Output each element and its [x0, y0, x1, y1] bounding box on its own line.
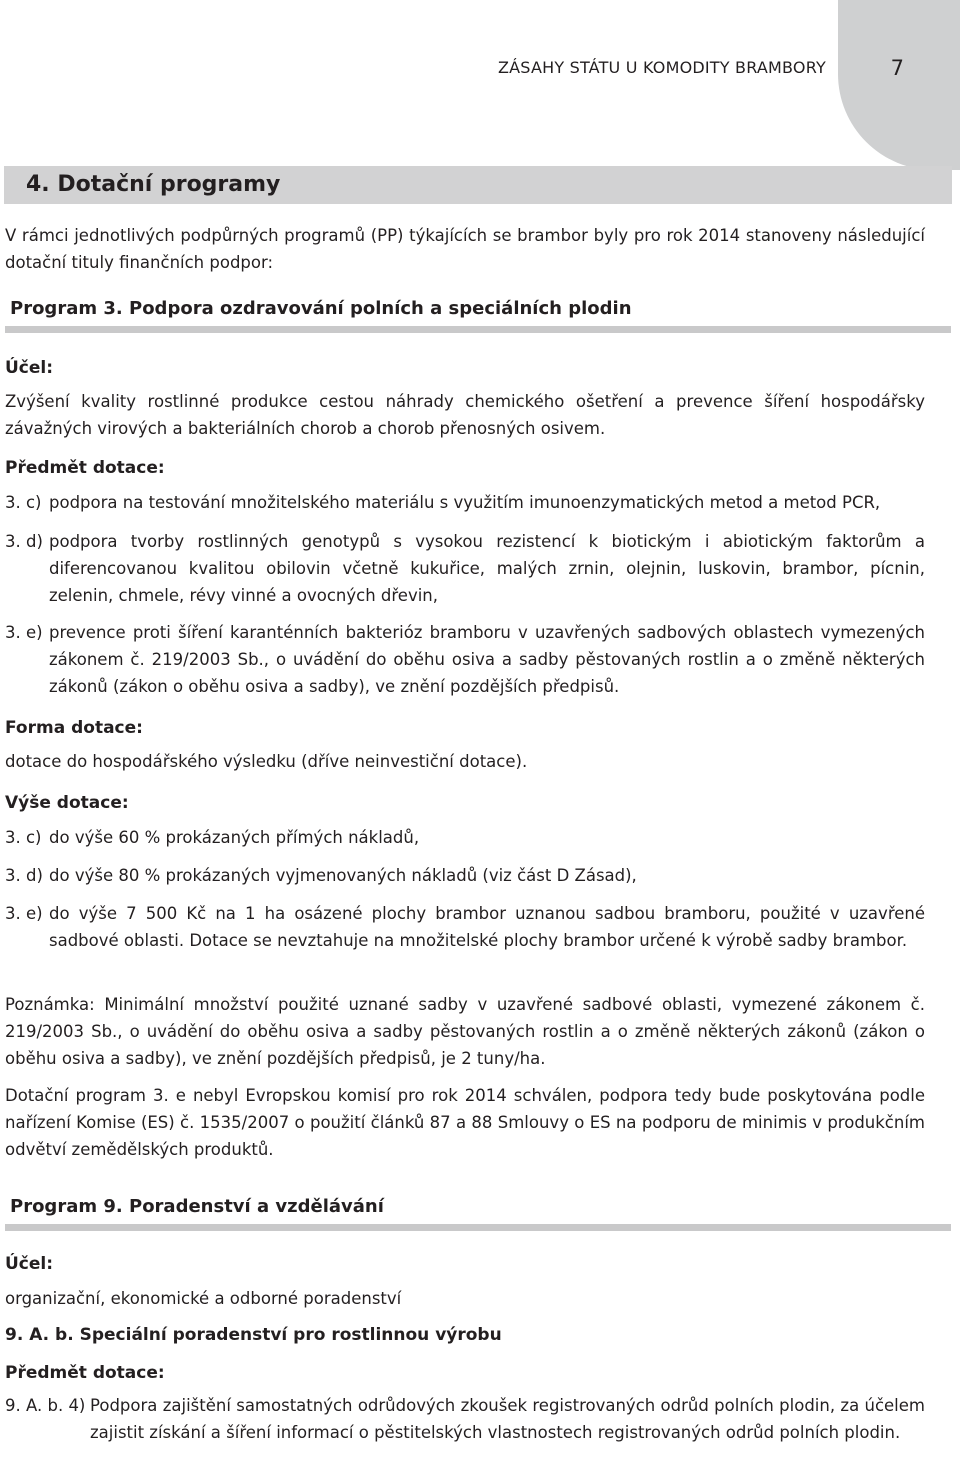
predmet-item-number: 3. d) [5, 532, 43, 551]
program9-predmet-heading: Předmět dotace: [5, 1363, 165, 1383]
program9-divider [5, 1224, 951, 1231]
chapter-bar [4, 166, 952, 204]
program9-ucel-text: organizační, ekonomické a odborné poradenství [5, 1289, 402, 1308]
program3-vyse-heading: Výše dotace: [5, 793, 129, 813]
chapter-title: 4. Dotační programy [26, 172, 281, 197]
predmet-item-text: podpora na testování množitelského materiálu s využitím imunoenzymatických metod a metod PCR, [49, 493, 881, 512]
program3-poznamka: Poznámka: Minimální množství použité uznané sadby v uzavřené sadbové oblasti, vymezené zákonem č. 219/2003 Sb., o uvádění do oběhu osiva a sadby pěstovaných rostlin a o změně některých zákonů (zákon o oběhu osiva a sadby), ve znění pozdějších předpisů, je 2 tuny/ha. [5, 995, 925, 1068]
predmet-item [5, 528, 925, 609]
program3-forma-text: dotace do hospodářského výsledku (dříve neinvestiční dotace). [5, 752, 528, 771]
program3-divider [5, 326, 951, 333]
program9-item-number: 9. A. b. 4) [5, 1396, 86, 1415]
predmet-item-number: 3. c) [5, 493, 42, 512]
predmet-item [5, 619, 925, 700]
program3-forma-heading: Forma dotace: [5, 718, 143, 738]
program9-title: Program 9. Poradenství a vzdělávání [10, 1196, 384, 1217]
vyse-item [5, 824, 925, 851]
intro-paragraph: V rámci jednotlivých podpůrných programů (PP) týkajících se brambor byly pro rok 2014 stanoveny následující dotační tituly finančních podpor: [5, 226, 925, 272]
vyse-item [5, 862, 925, 889]
predmet-item [5, 489, 925, 516]
program3-ucel-text: Zvýšení kvality rostlinné produkce cestou náhrady chemického ošetření a prevence šíření hospodářsky závažných virových a bakteriálních chorob a chorob přenosných osivem. [5, 392, 925, 438]
program9-ucel-heading: Účel: [5, 1254, 54, 1274]
vyse-item-number: 3. c) [5, 828, 42, 847]
program3-ucel-heading: Účel: [5, 358, 54, 378]
program9-item-text: Podpora zajištění samostatných odrůdových zkoušek registrovaných odrůd polních plodin, za účelem zajistit získání a šíření informací o pěstitelských vlastnostech registrovaných odrůd polních plodin. [90, 1396, 925, 1442]
vyse-item-number: 3. e) [5, 904, 43, 923]
program3-predmet-heading: Předmět dotace: [5, 458, 165, 478]
predmet-item-number: 3. e) [5, 623, 43, 642]
page-corner-decoration [838, 0, 960, 170]
program9-item [5, 1392, 925, 1446]
predmet-item-text: podpora tvorby rostlinných genotypů s vysokou rezistencí k biotickým i abiotickým faktorům a diferencovanou kvalitou obilovin včetně kukuřice, malých zrnin, olejnin, luskovin, brambor, pícnin, zelenin, chmele, révy vinné a ovocných dřevin, [49, 532, 925, 605]
program3-title: Program 3. Podpora ozdravování polních a speciálních plodin [10, 298, 632, 319]
vyse-item-text: do výše 80 % prokázaných vyjmenovaných nákladů (viz část D Zásad), [49, 866, 637, 885]
page-number: 7 [890, 56, 904, 80]
running-header: ZÁSAHY STÁTU U KOMODITY BRAMBORY [498, 58, 826, 77]
vyse-item-text: do výše 60 % prokázaných přímých nákladů, [49, 828, 420, 847]
vyse-item-text: do výše 7 500 Kč na 1 ha osázené plochy brambor uznanou sadbou bramboru, použité v uzavřené sadbové oblasti. Dotace se nevztahuje na množitelské plochy brambor určené k výrobě sadby brambor. [49, 904, 925, 950]
program3-note: Dotační program 3. e nebyl Evropskou komisí pro rok 2014 schválen, podpora tedy bude poskytována podle nařízení Komise (ES) č. 1535/2007 o použití článků 87 a 88 Smlouvy o ES na podporu de minimis v produkčním odvětví zemědělských produktů. [5, 1086, 925, 1159]
predmet-item-text: prevence proti šíření karanténních bakterióz bramboru v uzavřených sadbových oblastech vymezených zákonem č. 219/2003 Sb., o uvádění do oběhu osiva a sadby pěstovaných rostlin a o změně některých zákonů (zákon o oběhu osiva a sadby), ve znění pozdějších předpisů. [49, 623, 925, 696]
vyse-item [5, 900, 925, 954]
vyse-item-number: 3. d) [5, 866, 43, 885]
program9-subheading: 9. A. b. Speciální poradenství pro rostlinnou výrobu [5, 1325, 502, 1345]
